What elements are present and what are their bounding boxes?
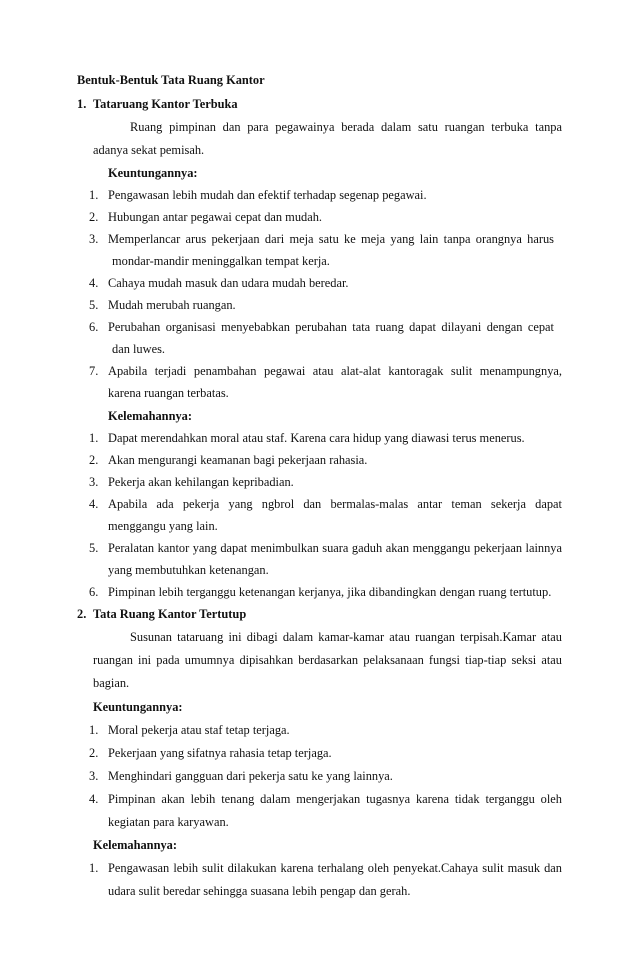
- section-1-number: 1.: [77, 97, 87, 111]
- section-1-heading: Tataruang Kantor Terbuka: [93, 97, 238, 111]
- section-1-advantages-heading: Keuntungannya:: [108, 166, 198, 180]
- section-2-disadvantages-heading: Kelemahannya:: [93, 838, 177, 852]
- list-item-number: 4.: [89, 276, 99, 290]
- list-item: Menghindari gangguan dari pekerja satu ke yang lainnya.: [108, 769, 393, 783]
- list-item-number: 3.: [89, 232, 99, 246]
- document-title: Bentuk-Bentuk Tata Ruang Kantor: [77, 73, 265, 87]
- list-item-number: 1.: [89, 861, 99, 875]
- section-2-heading: Tata Ruang Kantor Tertutup: [93, 607, 247, 621]
- list-item-continuation: kegiatan para karyawan.: [108, 815, 229, 829]
- list-item: Memperlancar arus pekerjaan dari meja satu ke meja yang lain tanpa orangnya harus: [108, 232, 554, 246]
- section-2-intro-line: ruangan ini pada umumnya dipisahkan berdasarkan pelaksanaan fungsi tiap-tiap seksi atau: [93, 653, 562, 667]
- section-2-advantages-heading: Keuntungannya:: [93, 700, 183, 714]
- list-item: Pimpinan lebih terganggu ketenangan kerjanya, jika dibandingkan dengan ruang tertutup.: [108, 585, 552, 599]
- list-item-number: 3.: [89, 769, 99, 783]
- section-2-number: 2.: [77, 607, 87, 621]
- list-item: Pimpinan akan lebih tenang dalam mengerjakan tugasnya karena tidak terganggu oleh: [108, 792, 562, 806]
- list-item: Pengawasan lebih mudah dan efektif terhadap segenap pegawai.: [108, 188, 427, 202]
- section-1-disadvantages-heading: Kelemahannya:: [108, 409, 192, 423]
- list-item-number: 2.: [89, 746, 99, 760]
- section-1-intro-line: adanya sekat pemisah.: [93, 143, 205, 157]
- list-item-number: 5.: [89, 298, 99, 312]
- list-item: Pekerja akan kehilangan kepribadian.: [108, 475, 294, 489]
- list-item: Moral pekerja atau staf tetap terjaga.: [108, 723, 290, 737]
- list-item-number: 1.: [89, 723, 99, 737]
- list-item: Peralatan kantor yang dapat menimbulkan suara gaduh akan menggangu pekerjaan lainnya: [108, 541, 562, 555]
- list-item: Mudah merubah ruangan.: [108, 298, 236, 312]
- list-item-number: 3.: [89, 475, 99, 489]
- list-item-number: 6.: [89, 585, 99, 599]
- list-item-continuation: karena ruangan terbatas.: [108, 386, 229, 400]
- list-item-continuation: mondar-mandir meninggalkan tempat kerja.: [112, 254, 330, 268]
- list-item-continuation: menggangu yang lain.: [108, 519, 218, 533]
- list-item-number: 2.: [89, 210, 99, 224]
- list-item-continuation: dan luwes.: [112, 342, 165, 356]
- section-2-intro-line: Susunan tataruang ini dibagi dalam kamar-kamar atau ruangan terpisah.Kamar atau: [130, 630, 562, 644]
- list-item: Akan mengurangi keamanan bagi pekerjaan rahasia.: [108, 453, 368, 467]
- list-item-continuation: udara sulit beredar sehingga suasana lebih pengap dan gerah.: [108, 884, 411, 898]
- list-item-number: 7.: [89, 364, 99, 378]
- section-1-intro-line: Ruang pimpinan dan para pegawainya berada dalam satu ruangan terbuka tanpa: [130, 120, 562, 134]
- list-item: Pekerjaan yang sifatnya rahasia tetap terjaga.: [108, 746, 332, 760]
- list-item-number: 4.: [89, 497, 99, 511]
- list-item: Perubahan organisasi menyebabkan perubahan tata ruang dapat dilayani dengan cepat: [108, 320, 554, 334]
- list-item: Hubungan antar pegawai cepat dan mudah.: [108, 210, 322, 224]
- list-item-number: 4.: [89, 792, 99, 806]
- list-item-number: 1.: [89, 188, 99, 202]
- list-item-number: 1.: [89, 431, 99, 445]
- section-2-intro-line: bagian.: [93, 676, 130, 690]
- list-item-number: 2.: [89, 453, 99, 467]
- list-item-continuation: yang membutuhkan ketenangan.: [108, 563, 269, 577]
- list-item: Cahaya mudah masuk dan udara mudah beredar.: [108, 276, 349, 290]
- list-item: Apabila ada pekerja yang ngbrol dan bermalas-malas antar teman sekerja dapat: [108, 497, 562, 511]
- list-item: Pengawasan lebih sulit dilakukan karena terhalang oleh penyekat.Cahaya sulit masuk dan: [108, 861, 562, 875]
- list-item-number: 6.: [89, 320, 99, 334]
- list-item: Apabila terjadi penambahan pegawai atau alat-alat kantoragak sulit menampungnya,: [108, 364, 562, 378]
- list-item: Dapat merendahkan moral atau staf. Karena cara hidup yang diawasi terus menerus.: [108, 431, 525, 445]
- list-item-number: 5.: [89, 541, 99, 555]
